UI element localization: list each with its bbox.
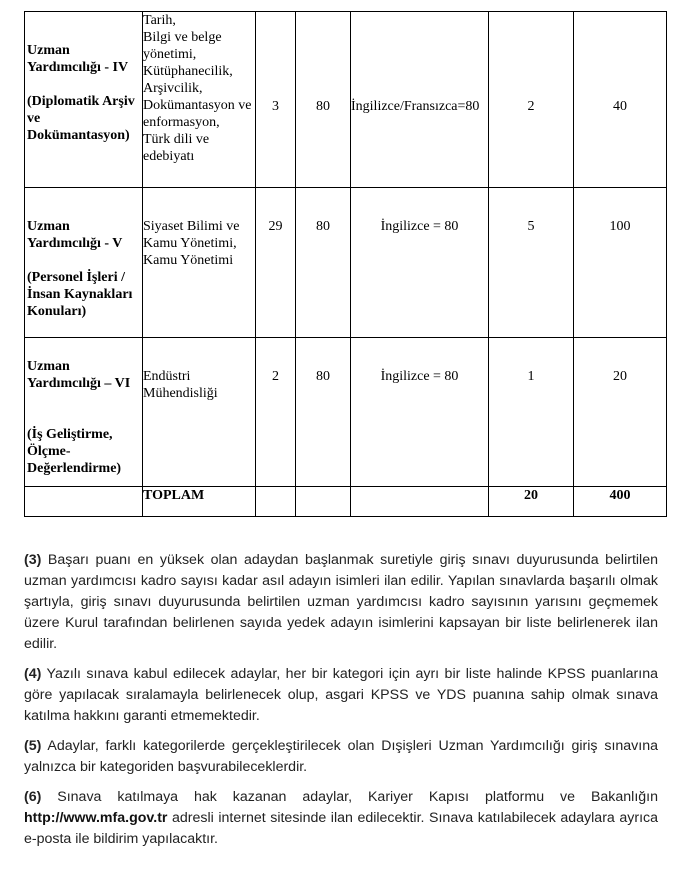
category-cell — [25, 338, 143, 487]
quota2-cell: 1 — [489, 338, 574, 487]
category-subtitle-line: Dokümantasyon) — [27, 128, 130, 143]
clause-paragraph — [24, 664, 658, 727]
category-title-line: Yardımcılığı - V — [27, 236, 123, 251]
quota-cell: 3 — [256, 12, 296, 188]
clause-number: (5) — [24, 738, 42, 754]
clause-text: Sınava katılmaya hak kazanan adaylar, Kariyer Kapısı platformu ve Bakanlığın — [41, 789, 658, 805]
table-row — [25, 12, 667, 188]
category-subtitle-line: Ölçme- — [27, 444, 71, 459]
empty-cell — [296, 487, 351, 517]
clause-text: adresli internet sitesinde ilan edilecektir. Sınava katılabilecek adaylara ayrıca e-posta ile bildirim yapılacaktır. — [24, 810, 658, 847]
category-subtitle-line: (İş Geliştirme, — [27, 427, 113, 442]
clauses — [24, 550, 658, 859]
total-row — [25, 487, 667, 517]
candidates-cell: 40 — [574, 12, 667, 188]
fields-cell: Endüstri Mühendisliği — [143, 338, 256, 487]
language-cell: İngilizce/Fransızca=80 — [351, 12, 489, 188]
language-cell: İngilizce = 80 — [351, 338, 489, 487]
clause-text: Başarı puanı en yüksek olan adaydan başlanmak suretiyle giriş sınavı duyurusunda belirtilen uzman yardımcısı kadro sayısı kadar asıl adayın isimleri ilan edilir. Yapılan sınavlarda başarılı olmak şartıyla, giriş sınavı duyurusunda belirtilen uzman yardımcısı kadro sayısının yarısını geçmemek üzere Kurul tarafından belirlenen sayıda yedek adayın isimlerini kapsayan bir liste belirlenerek ilan edilir. — [24, 552, 658, 652]
category-subtitle-line: (Personel İşleri / — [27, 270, 125, 285]
category-subtitle-line: Değerlendirme) — [27, 461, 122, 476]
quota2-cell: 5 — [489, 188, 574, 338]
quota2-cell: 2 — [489, 12, 574, 188]
clause-paragraph — [24, 787, 658, 850]
category-title-line: Yardımcılığı - IV — [27, 60, 129, 75]
clause-paragraph — [24, 736, 658, 778]
empty-cell — [256, 487, 296, 517]
total-quota2: 20 — [489, 487, 574, 517]
quota-cell: 2 — [256, 338, 296, 487]
website-link[interactable]: http://www.mfa.gov.tr — [24, 810, 168, 826]
table-row — [25, 188, 667, 338]
min-score-cell: 80 — [296, 12, 351, 188]
clause-number: (4) — [24, 666, 42, 682]
category-title-line: Uzman — [27, 359, 70, 374]
min-score-cell: 80 — [296, 338, 351, 487]
quota-table — [24, 11, 667, 517]
table-row — [25, 338, 667, 487]
category-subtitle-line: İnsan Kaynakları — [27, 287, 133, 302]
category-title-line: Uzman — [27, 43, 70, 58]
category-subtitle-line: Konuları) — [27, 304, 87, 319]
total-label: TOPLAM — [143, 487, 256, 517]
clause-text: Adaylar, farklı kategorilerde gerçekleştirilecek olan Dışişleri Uzman Yardımcılığı giriş sınavına yalnızca bir kategoriden başvurabileceklerdir. — [24, 738, 658, 775]
category-title-line: Uzman — [27, 219, 70, 234]
fields-cell: Tarih, Bilgi ve belge yönetimi, Kütüphanecilik, Arşivcilik, Dokümantasyon ve enformasyon, Türk dili ve edebiyatı — [143, 12, 256, 188]
clause-paragraph — [24, 550, 658, 655]
fields-cell: Siyaset Bilimi ve Kamu Yönetimi, Kamu Yönetimi — [143, 188, 256, 338]
candidates-cell: 20 — [574, 338, 667, 487]
clause-text: Yazılı sınava kabul edilecek adaylar, her bir kategori için ayrı bir liste halinde KPSS puanlarına göre yapılacak sıralamayla belirlenecek olup, asgari KPSS ve YDS puanına sahip olmak sınava katılma hakkını garanti etmemektedir. — [24, 666, 658, 724]
quota-cell: 29 — [256, 188, 296, 338]
min-score-cell: 80 — [296, 188, 351, 338]
category-subtitle-line: (Diplomatik Arşiv — [27, 94, 135, 109]
category-cell — [25, 188, 143, 338]
empty-cell — [25, 487, 143, 517]
total-candidates: 400 — [574, 487, 667, 517]
clause-number: (6) — [24, 789, 42, 805]
category-title-line: Yardımcılığı – VI — [27, 376, 131, 391]
empty-cell — [351, 487, 489, 517]
clause-number: (3) — [24, 552, 42, 568]
language-cell: İngilizce = 80 — [351, 188, 489, 338]
candidates-cell: 100 — [574, 188, 667, 338]
category-cell — [25, 12, 143, 188]
category-subtitle-line: ve — [27, 111, 41, 126]
